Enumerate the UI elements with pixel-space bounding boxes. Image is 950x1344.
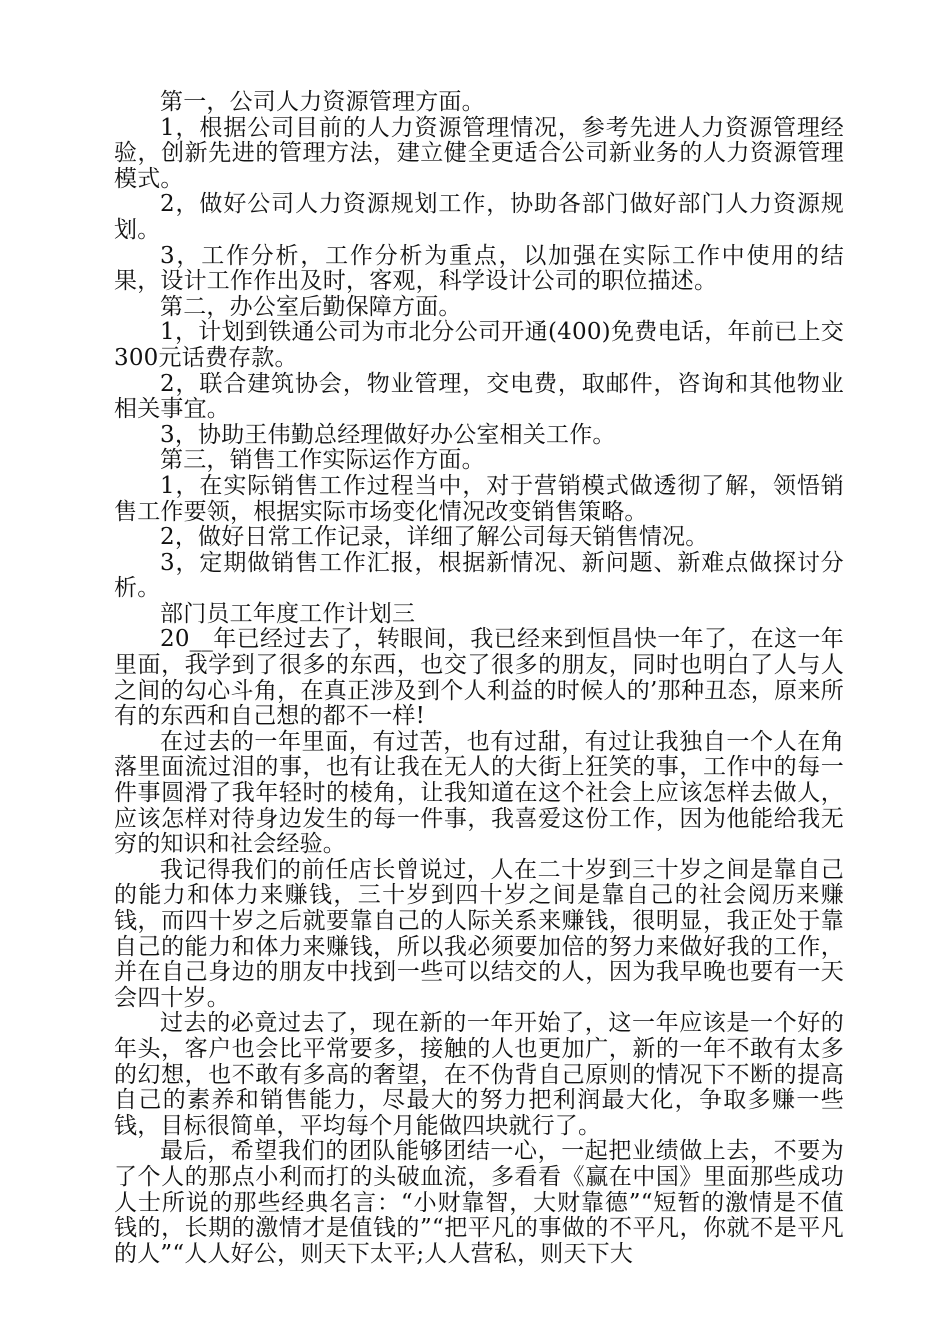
paragraph-heading-2: 第二，办公室后勤保障方面。: [160, 293, 462, 320]
paragraph: 我记得我们的前任店长曾说过，人在二十岁到三十岁之间是靠自己的能力和体力来赚钱，三十岁到四十岁之间是靠自己的社会阅历来赚钱，而四十岁之后就要靠自己的人际关系来赚钱，很明显，我正处于靠自己的能力和体力来赚钱，所以我必须要加倍的努力来做好我的工作，并在自己身边的朋友中找到一些可以结交的人，因为我早晚也要有一天会四十岁。: [114, 856, 844, 1011]
paragraph: 1，根据公司目前的人力资源管理情况，参考先进人力资源管理经验，创新先进的管理方法，建立健全更适合公司新业务的人力资源管理模式。: [114, 114, 844, 192]
paragraph: 过去的必竟过去了，现在新的一年开始了，这一年应该是一个好的年头，客户也会比平常要多，接触的人也更加广，新的一年不敢有太多的幻想，也不敢有多高的奢望，在不伪背自己原则的情况下不断的提高自己的素养和销售能力，尽最大的努力把利润最大化，争取多赚一些钱，目标很简单，平均每个月能做四块就行了。: [114, 1010, 844, 1139]
document-body: [114, 90, 844, 1267]
paragraph: 2，做好公司人力资源规划工作，协助各部门做好部门人力资源规划。: [114, 191, 844, 243]
paragraph: 3，工作分析，工作分析为重点，以加强在实际工作中使用的结果，设计工作作出及时，客观，科学设计公司的职位描述。: [114, 242, 844, 295]
paragraph-heading-1: 第一，公司人力资源管理方面。: [160, 89, 485, 115]
paragraph: 在过去的一年里面，有过苦，也有过甜，有过让我独自一个人在角落里面流过泪的事，也有让我在无人的大街上狂笑的事，工作中的每一件事圆滑了我年轻时的棱角，让我知道在这个社会上应该怎样去做人，应该怎样对待身边发生的每一件事，我喜爱这份工作，因为他能给我无穷的知识和社会经验。: [114, 728, 844, 858]
paragraph: 1，计划到铁通公司为市北分公司开通(400)免费电话，年前已上交300元话费存款。: [114, 319, 844, 371]
section-title: 部门员工年度工作计划三: [160, 600, 416, 627]
paragraph: 1，在实际销售工作过程当中，对于营销模式做透彻了解，领悟销售工作要领，根据实际市场变化情况改变销售策略。: [114, 472, 844, 525]
paragraph-heading-3: 第三，销售工作实际运作方面。: [160, 447, 485, 474]
paragraph: 3，协助王伟勤总经理做好办公室相关工作。: [160, 421, 616, 448]
paragraph: 20__年已经过去了，转眼间，我已经来到恒昌快一年了，在这一年里面，我学到了很多的东西，也交了很多的朋友，同时也明白了人与人之间的勾心斗角，在真正涉及到个人利益的时候人的’那种丑态，原来所有的东西和自己想的都不一样!: [114, 626, 844, 730]
paragraph: 最后，希望我们的团队能够团结一心，一起把业绩做上去，不要为了个人的那点小利而打的头破血流，多看看《赢在中国》里面那些成功人士所说的那些经典名言：“小财靠智，大财靠德”“短暂的激情是不值钱的，长期的激情才是值钱的”“把平凡的事做的不平凡，你就不是平凡的人”“人人好公，则天下太平;人人营私，则天下大: [114, 1138, 844, 1267]
paragraph: 3，定期做销售工作汇报，根据新情况、新问题、新难点做探讨分析。: [114, 549, 844, 602]
paragraph: 2，做好日常工作记录，详细了解公司每天销售情况。: [160, 524, 709, 551]
paragraph: 2，联合建筑协会，物业管理，交电费，取邮件，咨询和其他物业相关事宜。: [114, 370, 844, 423]
